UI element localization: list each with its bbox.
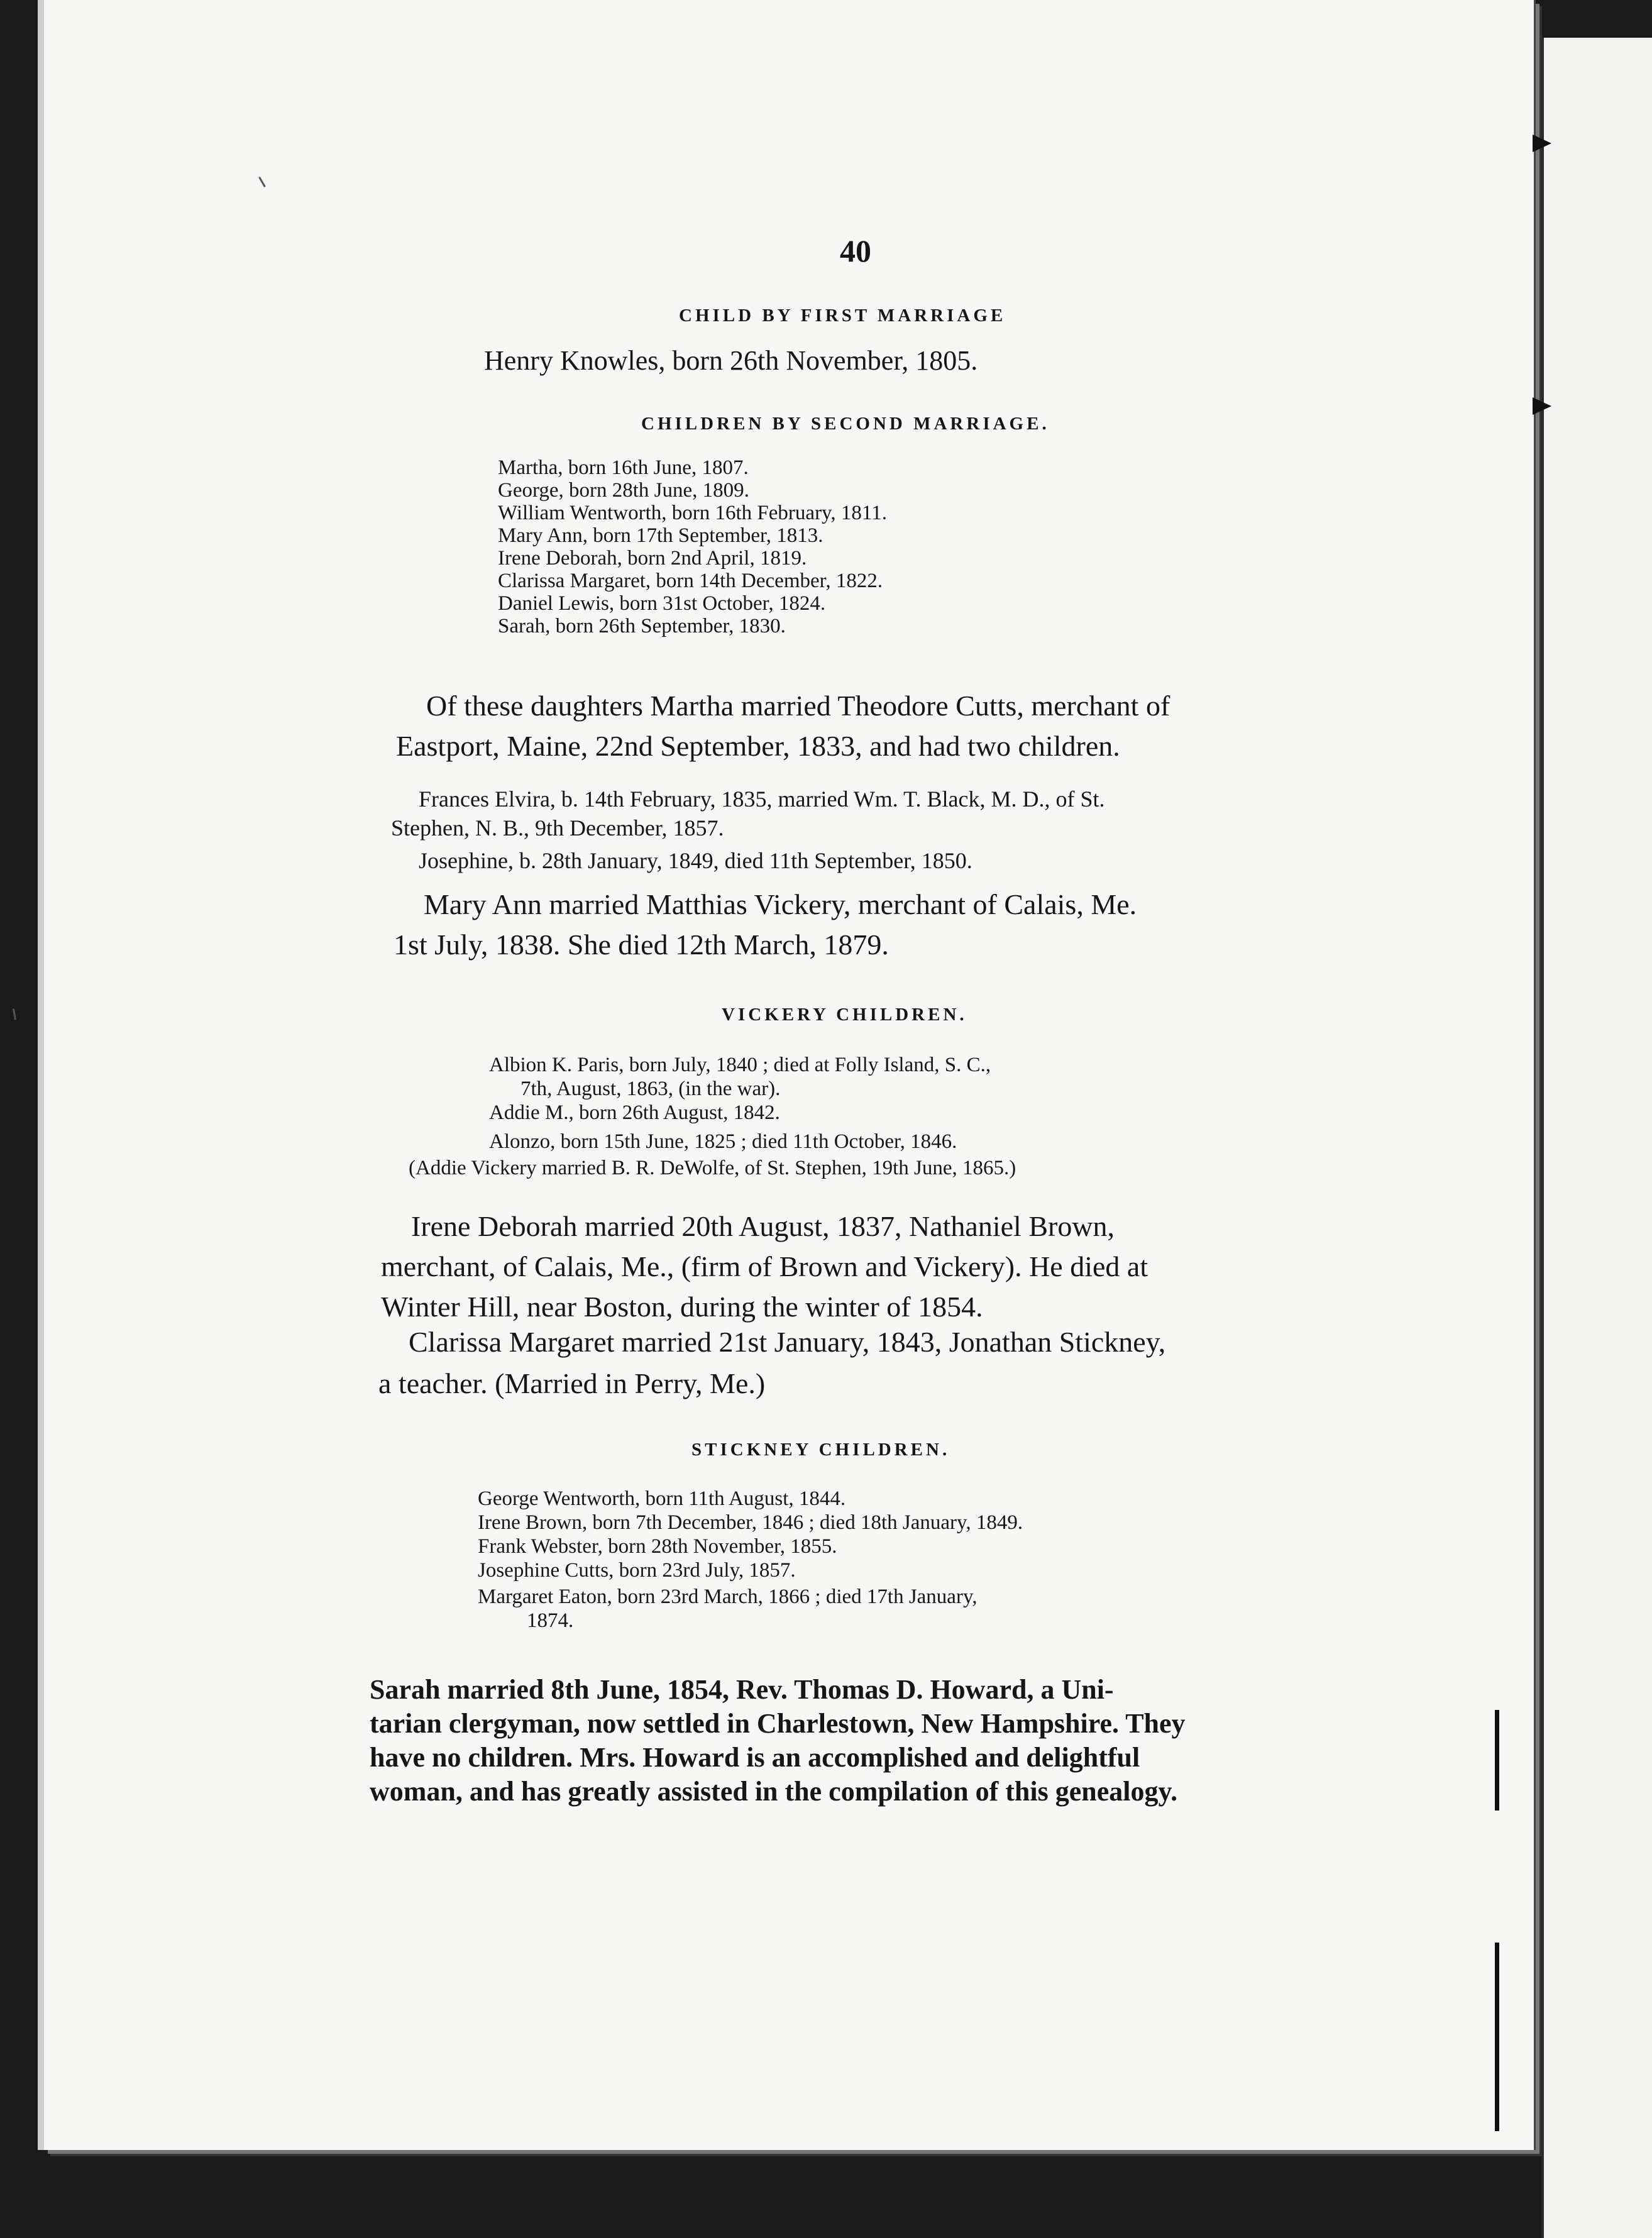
list-item: Clarissa Margaret, born 14th December, 1822. (498, 570, 883, 592)
list-item: William Wentworth, born 16th February, 1811. (498, 502, 887, 524)
list-item: 1874. (527, 1609, 574, 1632)
cutts-child-line: Stephen, N. B., 9th December, 1857. (391, 815, 724, 841)
paragraph-clarissa-line: Clarissa Margaret married 21st January, 1843, Jonathan Stickney, (409, 1326, 1166, 1358)
list-item: Margaret Eaton, born 23rd March, 1866 ; died 17th January, (478, 1585, 977, 1608)
list-item: George, born 28th June, 1809. (498, 479, 749, 502)
list-item: 7th, August, 1863, (in the war). (520, 1078, 781, 1100)
paragraph-irene-line: merchant, of Calais, Me., (firm of Brown and Vickery). He died at (381, 1250, 1148, 1282)
list-item: Daniel Lewis, born 31st October, 1824. (498, 592, 826, 615)
cutts-child-line: Josephine, b. 28th January, 1849, died 11th September, 1850. (419, 848, 972, 873)
list-item: Albion K. Paris, born July, 1840 ; died at Folly Island, S. C., (489, 1054, 991, 1076)
list-item: Mary Ann, born 17th September, 1813. (498, 524, 823, 547)
paragraph-martha-line: Eastport, Maine, 22nd September, 1833, and had two children. (396, 730, 1120, 762)
list-item: Sarah, born 26th September, 1830. (498, 615, 786, 637)
paragraph-sarah-line: Sarah married 8th June, 1854, Rev. Thomas D. Howard, a Uni- (370, 1674, 1114, 1705)
list-item: George Wentworth, born 11th August, 1844. (478, 1487, 846, 1510)
list-item: Frank Webster, born 28th November, 1855. (478, 1535, 837, 1558)
paragraph-clarissa-line: a teacher. (Married in Perry, Me.) (378, 1367, 766, 1399)
paragraph-sarah-line: have no children. Mrs. Howard is an accomplished and delightful (370, 1742, 1140, 1773)
heading-first-marriage: CHILD BY FIRST MARRIAGE (679, 306, 1006, 326)
list-item: Irene Brown, born 7th December, 1846 ; died 18th January, 1849. (478, 1511, 1023, 1534)
list-item: Martha, born 16th June, 1807. (498, 456, 749, 479)
heading-second-marriage: CHILDREN BY SECOND MARRIAGE. (641, 414, 1050, 434)
paragraph-irene-line: Irene Deborah married 20th August, 1837, Nathaniel Brown, (411, 1210, 1115, 1242)
paragraph-martha-line: Of these daughters Martha married Theodore Cutts, merchant of (426, 690, 1170, 722)
list-item: (Addie Vickery married B. R. DeWolfe, of St. Stephen, 19th June, 1865.) (409, 1157, 1016, 1179)
paragraph-mary-ann-line: 1st July, 1838. She died 12th March, 1879. (394, 929, 889, 961)
list-item: Irene Deborah, born 2nd April, 1819. (498, 547, 807, 570)
paragraph-irene-line: Winter Hill, near Boston, during the winter of 1854. (381, 1291, 983, 1323)
list-item: Addie M., born 26th August, 1842. (489, 1101, 780, 1124)
cutts-child-line: Frances Elvira, b. 14th February, 1835, married Wm. T. Black, M. D., of St. (419, 786, 1105, 812)
list-item: Josephine Cutts, born 23rd July, 1857. (478, 1559, 796, 1582)
first-marriage-entry: Henry Knowles, born 26th November, 1805. (484, 345, 978, 376)
list-item: Alonzo, born 15th June, 1825 ; died 11th October, 1846. (489, 1130, 957, 1153)
paragraph-mary-ann-line: Mary Ann married Matthias Vickery, merchant of Calais, Me. (424, 888, 1137, 920)
heading-stickney-children: STICKNEY CHILDREN. (691, 1440, 950, 1460)
paragraph-sarah-line: woman, and has greatly assisted in the compilation of this genealogy. (370, 1776, 1178, 1807)
paragraph-sarah-line: tarian clergyman, now settled in Charlestown, New Hampshire. They (370, 1708, 1186, 1739)
page-number: 40 (840, 233, 871, 268)
heading-vickery-children: VICKERY CHILDREN. (722, 1005, 967, 1025)
